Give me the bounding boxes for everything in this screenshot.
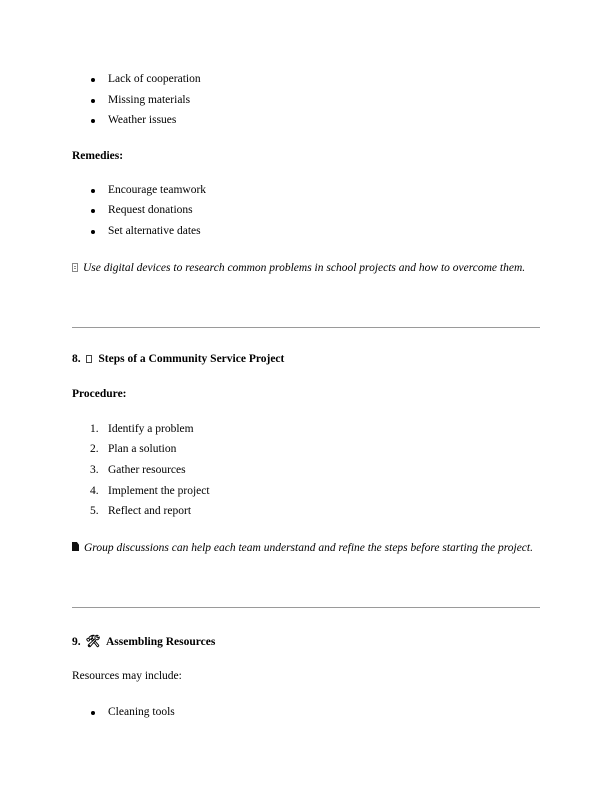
bullet-icon: [91, 189, 95, 193]
bullet-icon: [91, 99, 95, 103]
resources-intro: Resources may include:: [72, 670, 182, 682]
group-discussions-note: Group discussions can help each team understand and refine the steps before starting the project.: [72, 538, 542, 559]
bullet-icon: [91, 209, 95, 213]
document-icon: [72, 542, 79, 551]
section-8-heading: 8. Steps of a Community Service Project: [72, 353, 285, 365]
procedure-heading: Procedure:: [72, 388, 127, 400]
remedies-heading: Remedies:: [72, 150, 124, 162]
divider: [72, 607, 540, 608]
digital-devices-note: Use digital devices to research common problems in school projects and how to overcome them.: [72, 258, 542, 279]
section-9-heading: 9. 🛠 Assembling Resources: [72, 634, 216, 648]
mobile-phone-icon: [72, 263, 78, 272]
bullet-icon: [91, 78, 95, 82]
bullet-icon: [91, 230, 95, 234]
bullet-icon: [91, 711, 95, 715]
missing-glyph-box-icon: [86, 355, 92, 363]
divider: [72, 327, 540, 328]
tools-icon: 🛠: [85, 634, 101, 648]
bullet-icon: [91, 119, 95, 123]
